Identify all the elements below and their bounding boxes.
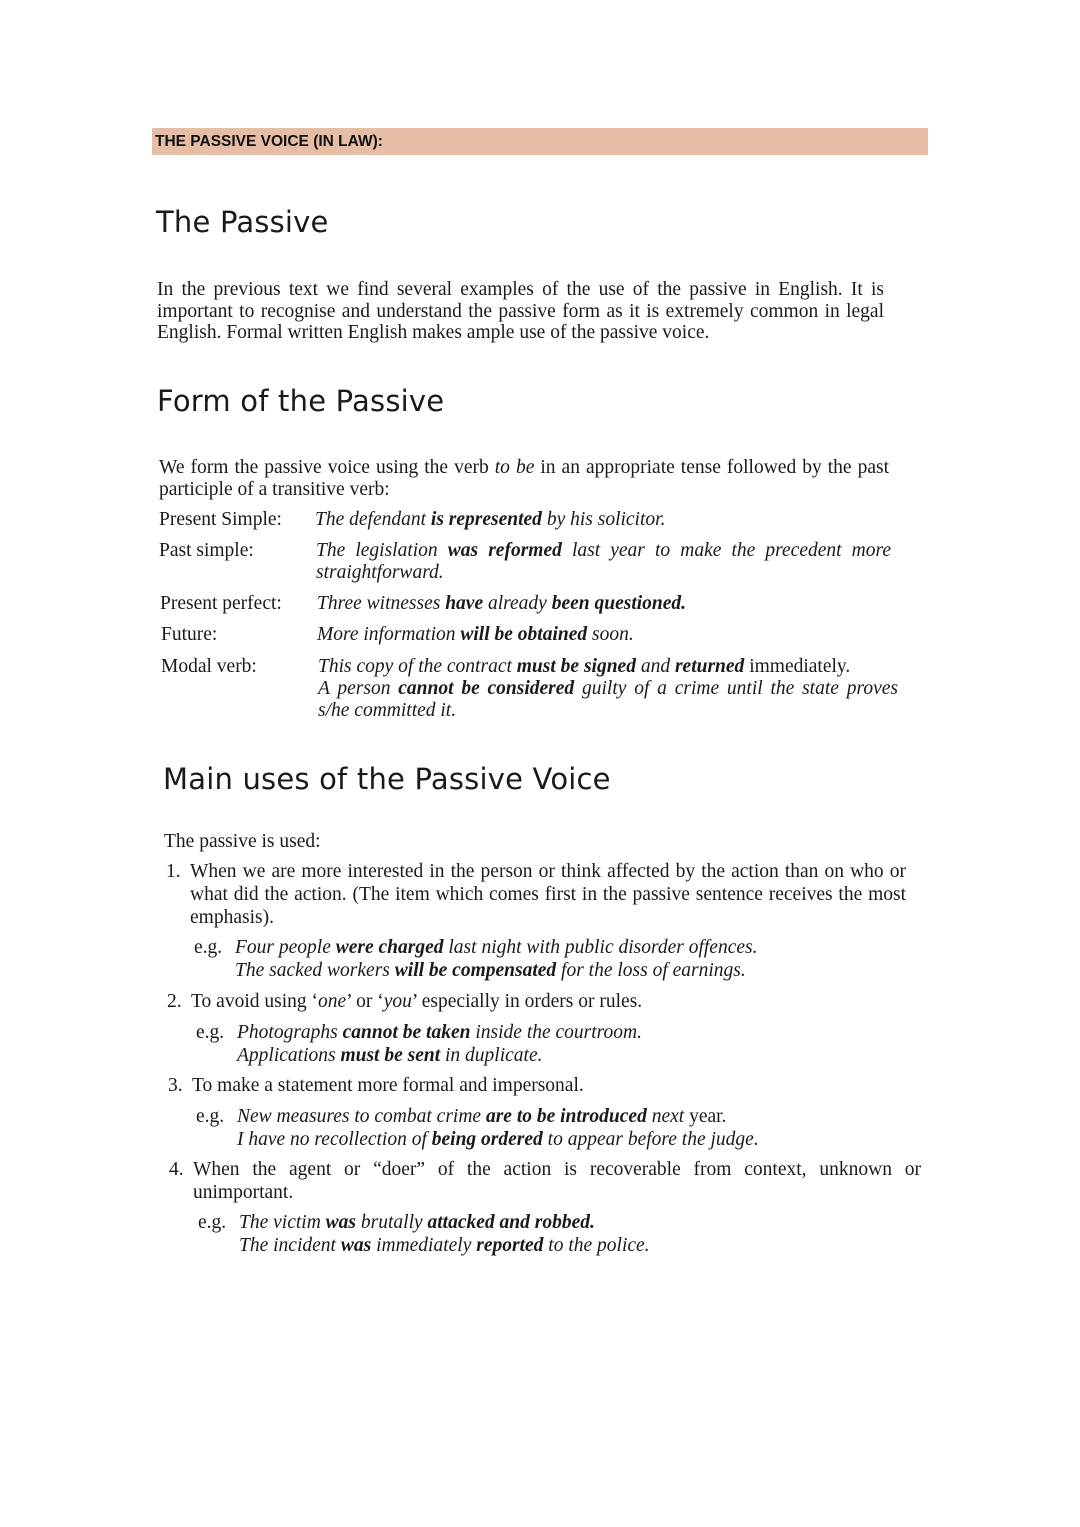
heading-form-of-the-passive: Form of the Passive: [157, 384, 445, 418]
item-number: 1.: [166, 861, 181, 882]
item-text: To avoid using ‘one’ or ‘you’ especially in orders or rules.: [191, 991, 643, 1012]
item-number: 3.: [168, 1075, 183, 1096]
tense-label: Past simple:: [159, 540, 254, 561]
eg-label: e.g.: [198, 1212, 227, 1233]
eg-label: e.g.: [194, 937, 223, 958]
tense-example: Three witnesses have already been questioned.: [317, 593, 687, 614]
tense-label: Future:: [161, 624, 218, 645]
example-line: I have no recollection of being ordered to appear before the judge.: [237, 1129, 759, 1150]
tense-example-2: A person cannot be considered guilty of a crime until the state proves s/he committed it.: [318, 678, 898, 721]
tense-example: This copy of the contract must be signed and returned immediately.: [318, 656, 851, 677]
eg-label: e.g.: [196, 1106, 225, 1127]
example-line: The incident was immediately reported to the police.: [239, 1235, 650, 1256]
intro-paragraph: In the previous text we find several examples of the use of the passive in English. It is important to recognise and understand the passive form as it is extremely common in legal English. Formal written English makes ample use of the passive voice.: [157, 279, 884, 343]
example-line: New measures to combat crime are to be introduced next year.: [237, 1106, 727, 1127]
heading-main-uses: Main uses of the Passive Voice: [163, 762, 611, 796]
eg-label: e.g.: [196, 1022, 225, 1043]
tense-example: More information will be obtained soon.: [317, 624, 634, 645]
item-number: 2.: [167, 991, 182, 1012]
example-line: The victim was brutally attacked and robbed.: [239, 1212, 595, 1233]
example-line: Photographs cannot be taken inside the courtroom.: [237, 1022, 642, 1043]
uses-intro: The passive is used:: [164, 831, 321, 852]
item-text: To make a statement more formal and impersonal.: [192, 1075, 584, 1096]
form-intro-paragraph: We form the passive voice using the verb to be in an appropriate tense followed by the past participle of a transitive verb:: [159, 457, 889, 500]
tense-label: Present Simple:: [159, 509, 282, 530]
example-line: The sacked workers will be compensated for the loss of earnings.: [235, 960, 746, 981]
example-line: Four people were charged last night with public disorder offences.: [235, 937, 758, 958]
tense-example: The defendant is represented by his solicitor.: [315, 509, 666, 530]
item-text: When we are more interested in the person or think affected by the action than on who or what did the action. (The item which comes first in the passive sentence receives the most emphasis).: [190, 861, 906, 928]
tense-label: Modal verb:: [161, 656, 257, 677]
heading-the-passive: The Passive: [156, 205, 329, 239]
tense-example: The legislation was reformed last year to make the precedent more straightforward.: [316, 540, 891, 583]
item-number: 4.: [169, 1159, 184, 1180]
page-banner: THE PASSIVE VOICE (IN LAW):: [152, 128, 928, 155]
tense-label: Present perfect:: [160, 593, 282, 614]
example-line: Applications must be sent in duplicate.: [237, 1045, 543, 1066]
item-text: When the agent or “doer” of the action is recoverable from context, unknown or unimportant.: [193, 1159, 921, 1203]
